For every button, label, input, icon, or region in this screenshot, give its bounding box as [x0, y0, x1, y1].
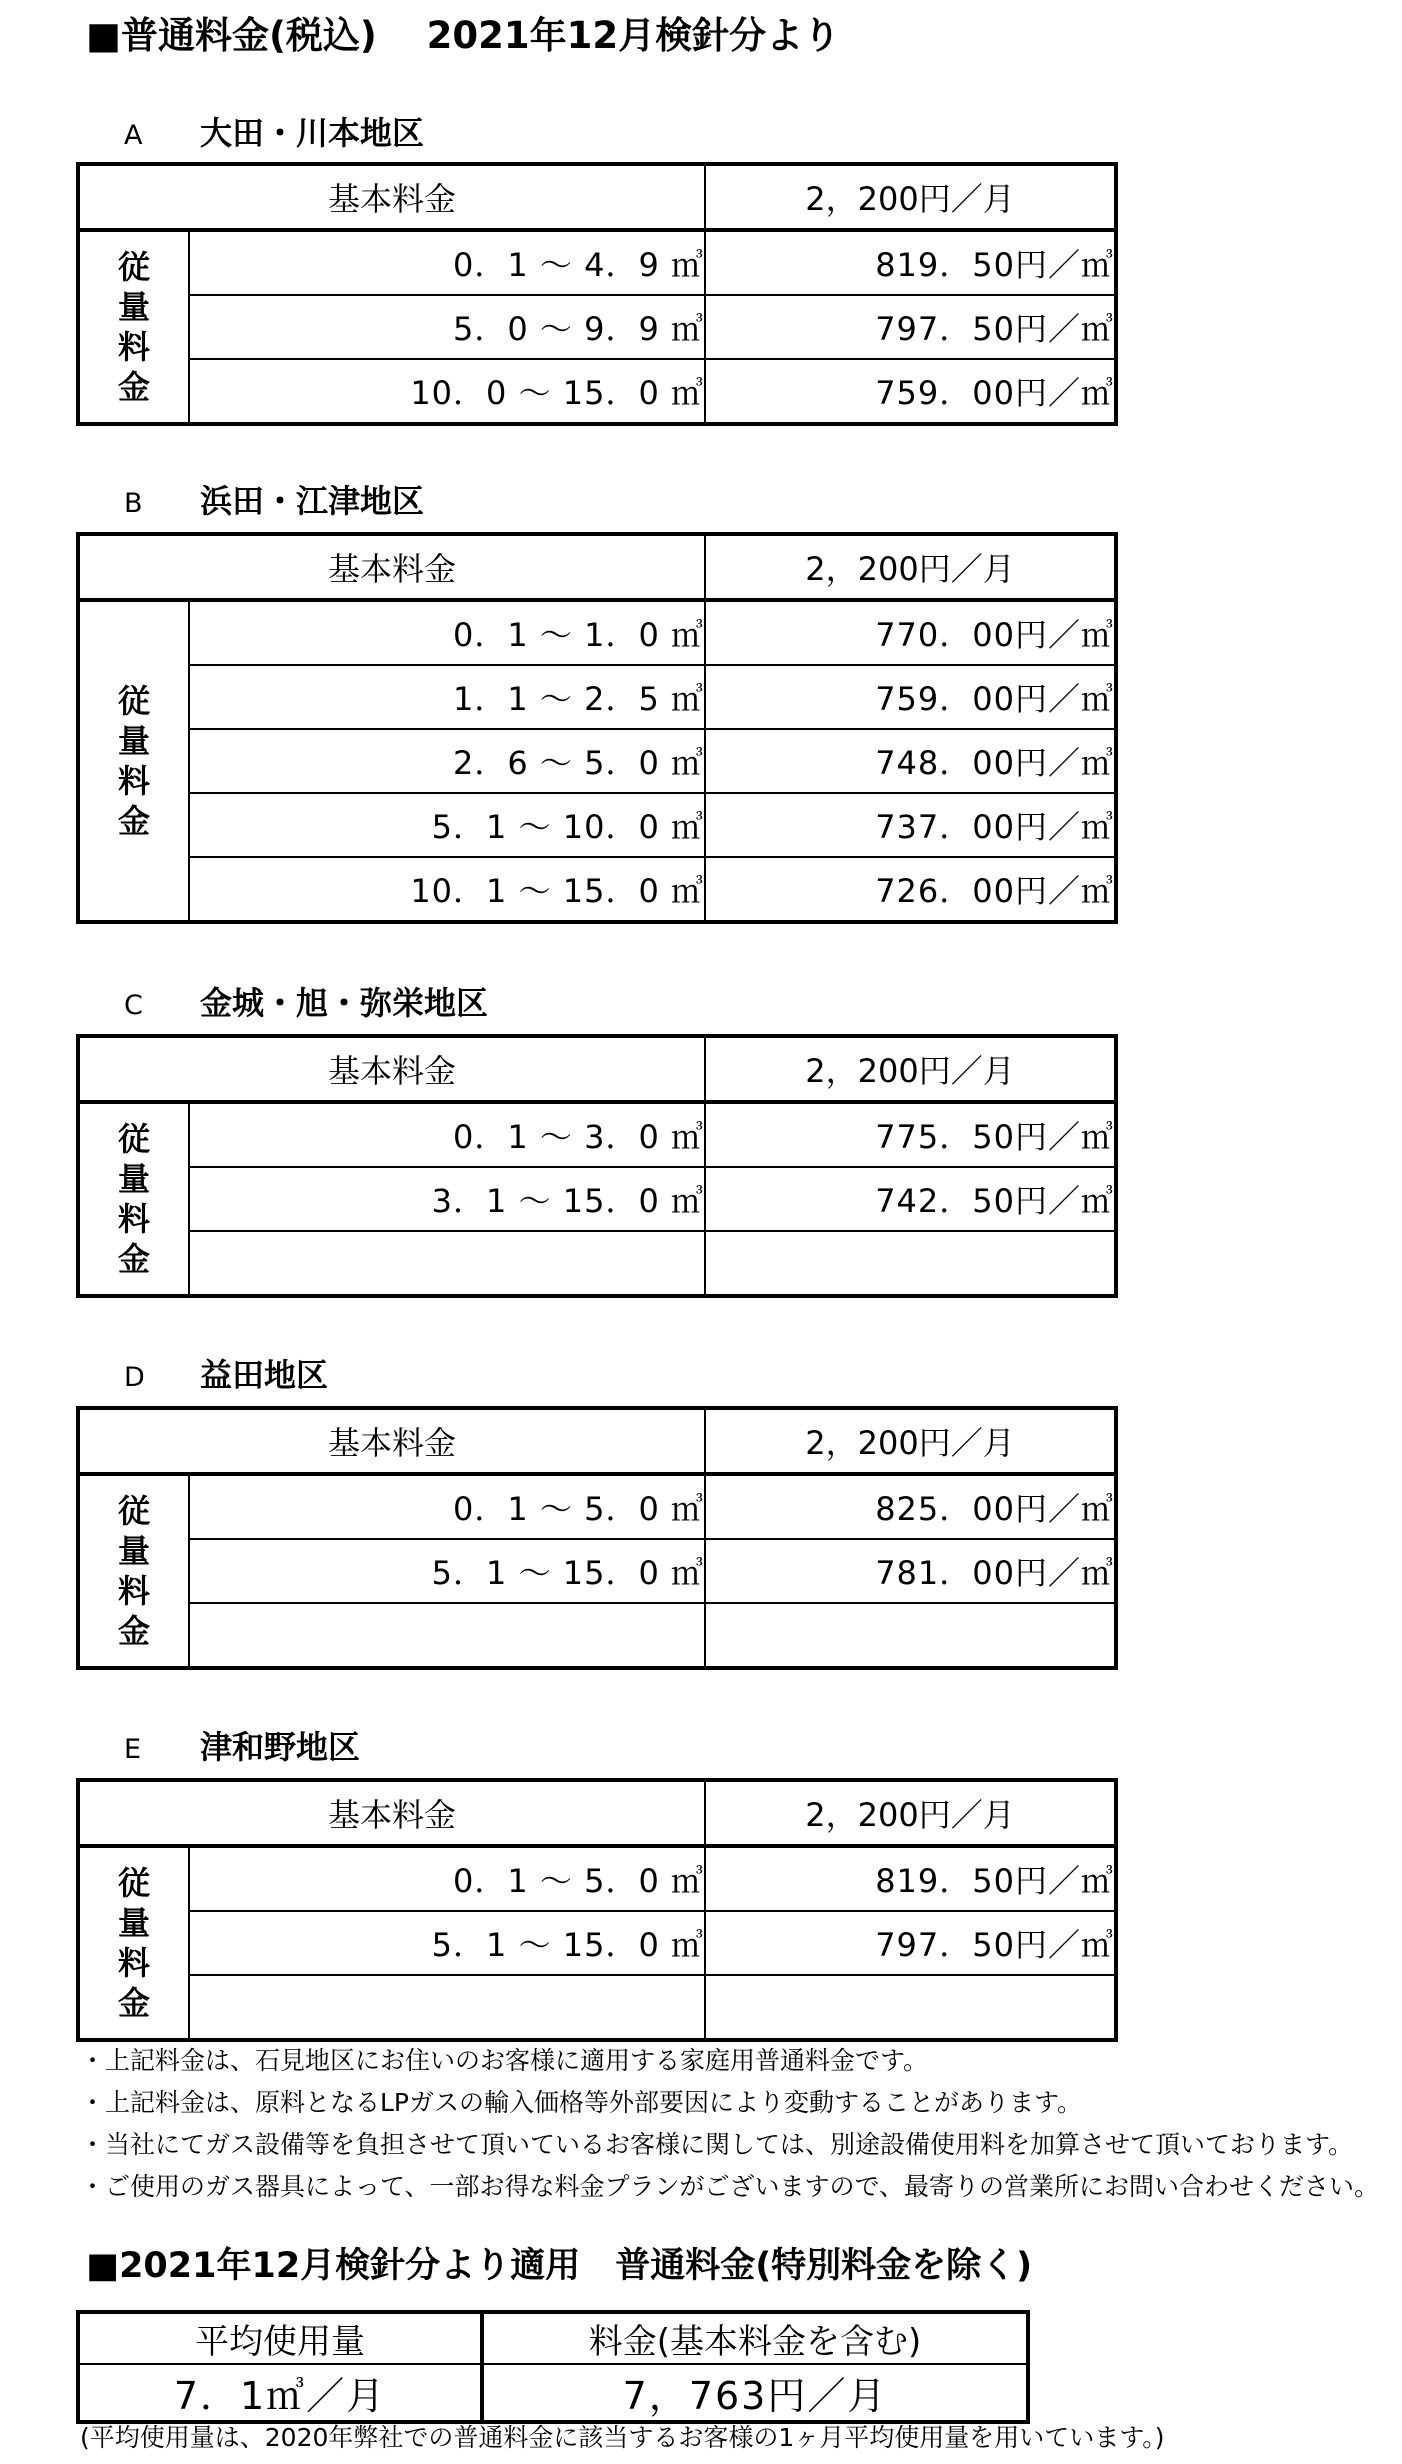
section-heading-c	[124, 980, 488, 1026]
base-fee-row	[78, 1780, 1116, 1846]
unit-price: 775．50円／㎥	[705, 1102, 1116, 1167]
usage-range: 10．1 ～ 15．0 ㎥	[189, 857, 705, 922]
section-letter: B	[124, 488, 143, 519]
usage-range	[189, 1975, 705, 2040]
usage-range: 3．1 ～ 15．0 ㎥	[189, 1167, 705, 1231]
section-name: 津和野地区	[200, 1728, 361, 1766]
rate-table-d	[76, 1406, 1118, 1670]
usage-fee-label: 従 量 料 金	[78, 1474, 189, 1668]
summary-table	[76, 2310, 1030, 2424]
table-row	[78, 359, 1116, 424]
base-fee-label: 基本料金	[78, 1408, 705, 1474]
unit-price: 825．00円／㎥	[705, 1474, 1116, 1539]
rate-table-a	[76, 162, 1118, 426]
table-row	[78, 665, 1116, 729]
unit-price: 781．00円／㎥	[705, 1539, 1116, 1603]
summary-value-row	[78, 2364, 1028, 2422]
usage-range: 1．1 ～ 2．5 ㎥	[189, 665, 705, 729]
base-fee-value: 2，200円／月	[705, 534, 1116, 600]
base-fee-label: 基本料金	[78, 1780, 705, 1846]
usage-range: 5．1 ～ 15．0 ㎥	[189, 1539, 705, 1603]
notes-list	[80, 2040, 1379, 2208]
base-fee-row	[78, 1036, 1116, 1102]
usage-range: 0．1 ～ 5．0 ㎥	[189, 1846, 705, 1911]
base-fee-value: 2，200円／月	[705, 1408, 1116, 1474]
usage-range	[189, 1603, 705, 1668]
note-item: ・上記料金は、原料となるLPガスの輸入価格等外部要因により変動することがあります。	[80, 2088, 1083, 2117]
base-fee-label: 基本料金	[78, 534, 705, 600]
unit-price: 748．00円／㎥	[705, 729, 1116, 793]
average-usage-value: 7．1㎥／月	[78, 2364, 482, 2422]
usage-fee-label: 従 量 料 金	[78, 230, 189, 424]
usage-range: 0．1 ～ 3．0 ㎥	[189, 1102, 705, 1167]
table-row	[78, 600, 1116, 665]
unit-price: 726．00円／㎥	[705, 857, 1116, 922]
rate-table-e	[76, 1778, 1118, 2042]
section-heading-b	[124, 478, 424, 524]
fee-header: 料金(基本料金を含む)	[482, 2312, 1028, 2364]
table-row	[78, 729, 1116, 793]
table-row	[78, 1539, 1116, 1603]
usage-range: 2．6 ～ 5．0 ㎥	[189, 729, 705, 793]
unit-price	[705, 1975, 1116, 2040]
base-fee-value: 2，200円／月	[705, 164, 1116, 230]
section-heading-a	[124, 110, 424, 156]
unit-price: 797．50円／㎥	[705, 1911, 1116, 1975]
base-fee-label: 基本料金	[78, 1036, 705, 1102]
usage-range: 10．0 ～ 15．0 ㎥	[189, 359, 705, 424]
usage-fee-label: 従 量 料 金	[78, 1846, 189, 2040]
usage-range: 0．1 ～ 5．0 ㎥	[189, 1474, 705, 1539]
section-name: 金城・旭・弥栄地区	[200, 984, 489, 1022]
summary-header-row	[78, 2312, 1028, 2364]
section-letter: A	[124, 120, 143, 151]
unit-price: 819．50円／㎥	[705, 230, 1116, 295]
base-fee-value: 2，200円／月	[705, 1036, 1116, 1102]
unit-price: 759．00円／㎥	[705, 359, 1116, 424]
note-item: ・当社にてガス設備等を負担させて頂いているお客様に関しては、別途設備使用料を加算させて頂いております。	[80, 2130, 1354, 2159]
summary-title: ■2021年12月検針分より適用 普通料金(特別料金を除く)	[86, 2246, 1033, 2286]
average-usage-header: 平均使用量	[78, 2312, 482, 2364]
table-row	[78, 1231, 1116, 1296]
table-row	[78, 230, 1116, 295]
unit-price: 770．00円／㎥	[705, 600, 1116, 665]
rate-table-b	[76, 532, 1118, 924]
section-heading-d	[124, 1352, 328, 1398]
unit-price	[705, 1603, 1116, 1668]
base-fee-row	[78, 534, 1116, 600]
base-fee-row	[78, 1408, 1116, 1474]
unit-price: 742．50円／㎥	[705, 1167, 1116, 1231]
base-fee-value: 2，200円／月	[705, 1780, 1116, 1846]
unit-price: 797．50円／㎥	[705, 295, 1116, 359]
unit-price: 819．50円／㎥	[705, 1846, 1116, 1911]
table-row	[78, 1474, 1116, 1539]
unit-price	[705, 1231, 1116, 1296]
page-title: ■普通料金(税込) 2021年12月検針分より	[86, 14, 841, 57]
usage-range: 5．1 ～ 10．0 ㎥	[189, 793, 705, 857]
base-fee-row	[78, 164, 1116, 230]
usage-range: 5．1 ～ 15．0 ㎥	[189, 1911, 705, 1975]
table-row	[78, 793, 1116, 857]
table-row	[78, 1846, 1116, 1911]
section-name: 大田・川本地区	[200, 114, 425, 152]
usage-range: 0．1 ～ 4．9 ㎥	[189, 230, 705, 295]
fee-value: 7，763円／月	[482, 2364, 1028, 2422]
section-name: 益田地区	[200, 1356, 329, 1394]
section-letter: D	[124, 1362, 145, 1393]
base-fee-label: 基本料金	[78, 164, 705, 230]
usage-range: 5．0 ～ 9．9 ㎥	[189, 295, 705, 359]
note-item: ・ご使用のガス器具によって、一部お得な料金プランがございますので、最寄りの営業所にお問い合わせください。	[80, 2172, 1380, 2201]
section-heading-e	[124, 1724, 360, 1770]
section-name: 浜田・江津地区	[200, 482, 425, 520]
usage-range: 0．1 ～ 1．0 ㎥	[189, 600, 705, 665]
table-row	[78, 295, 1116, 359]
rate-table-c	[76, 1034, 1118, 1298]
table-row	[78, 1167, 1116, 1231]
table-row	[78, 1975, 1116, 2040]
usage-fee-label: 従 量 料 金	[78, 1102, 189, 1296]
table-row	[78, 857, 1116, 922]
section-letter: E	[124, 1734, 142, 1765]
usage-range	[189, 1231, 705, 1296]
table-row	[78, 1911, 1116, 1975]
summary-footnote: (平均使用量は、2020年弊社での普通料金に該当するお客様の1ヶ月平均使用量を用いています。)	[80, 2423, 1165, 2452]
unit-price: 759．00円／㎥	[705, 665, 1116, 729]
note-item: ・上記料金は、石見地区にお住いのお客様に適用する家庭用普通料金です。	[80, 2046, 929, 2075]
section-letter: C	[124, 990, 143, 1021]
usage-fee-label: 従 量 料 金	[78, 600, 189, 922]
unit-price: 737．00円／㎥	[705, 793, 1116, 857]
table-row	[78, 1102, 1116, 1167]
table-row	[78, 1603, 1116, 1668]
